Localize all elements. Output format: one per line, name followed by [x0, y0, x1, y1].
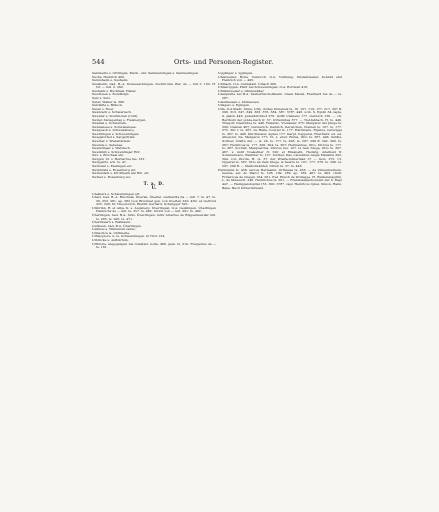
index-entry: Ulbrücke s. Aufbürtsin.: [92, 238, 129, 243]
index-entry: Überlingen, bad. B.A. Stüx, Überlingen: mlür Albertus de Rüppenkewiler mil. ts. 205. ts. 206. ts. 471.: [92, 212, 216, 221]
index-entry: Suschwen s. Bondhuijn.: [92, 92, 130, 97]
index-entry: Ulm, O.A.Stadt, Ulme, Ulm, civitas Ulmensis ts. 16. 107. 119. 177. 217. 307 ff. 306. 313. 347. 349. 363. 376. 384. 387. 378*. 446. scib. S. Egidii 34 capla. S. Jakob 446. Jedenkirchhof 276. mdlit Clemens 177. Gerwich 139. — civ. Berthold der golde-nach tr. 37. Ulrleminus 377. — Tief-fahtach, H. ts. 446. Triegolf, Dienoldue ts. 446. Falzetko, Vrenkeler 375; Margaret der Jünge ts. 300; Clemen 467. Gerwerich, Gemlich, Gerwichen, Clemen ts. 107. ts. 177. 275. 301 f. ts. 367. de Halla, Conrad ts. 177. Harrmann, Figulus, Gerwiges ts. 367. ts. 446. Kürchmaier, Agnes 177. Karpf, Capperel, Eberhard, ed. ed. Albelond, Sn. Margarot 177; Ct. s. ebur. Rufus, Otto ts. 367. 446. Sutilis, Scriber, Craftu der. — ts. 24. ts. 177. ts. 296. ts. 297. 299 ff. 302. 306. ts. 367; Heinricus ts. 177. 306. 304. ts. 367; Hermannus, Otto, Ulricus ts. 177. ts. 367. Scrider, Marquardus, Ulricus tus. 107. ts dem Stege, Otto ts. 367. 467. s. mdit Noekether fr. Stir. et Elisabeth, Hedwig, Adelheid fr. Sommerwacs, Warmter ts. 127. Scriber, Das consulibus Angle Mansitis 302, 304. von Worda, H. ts. 37. der Wielfa-Schlerman 37 — mon. 275. Ct. Opperal ts. 367. Otto an dem Stege, is Seeriu ts. 107. 177. 276. ts. 296. ts. 297. 299 ff. — Stalhofwärder; Ulrich ts. 37. ts. 446.: [218, 106, 342, 169]
index-entry: Swandinger s. Wetzlach.: [92, 146, 131, 151]
index-entry: Swamel s. Schwebeln.: [92, 121, 128, 126]
index-entry: Sweider s. Sturnhofen (rulit).: [92, 113, 139, 118]
index-entry: Uiselhausen s. Ulnhausen.: [218, 99, 260, 104]
index-entry: Swinbrata s. Rosenburg etr.: [92, 167, 136, 172]
index-entry: Swemhilt s. Schwenlinger Höf.: [92, 149, 141, 154]
index-entry: Uberl. bad. B.-A. Bruchsal, Überlei, Überlei. Gerhardts ßa — mit. 7. ts. 47. ts. 30. 253. 281. ap. 382 (von Bruchsal gen. von Overlei) 320. 430; ux Gertrud 225. 320; Sl; Theodorich, Riebilf, Gerhard, Schwigger 325.: [92, 195, 216, 207]
index-entry: Uhlbach. O.A. Cannstatt. Ulbach 306.: [218, 81, 277, 86]
index-entry: Switendart s. Kirchheim am Rm. ett.: [92, 171, 150, 176]
index-entry: Uiestplatte bei B.A. Tauberbischofsheim. Uisen Menis, Eberhard tus de — ts. 287.: [218, 92, 342, 101]
index-entry: Uhlenriggen, Pfarr bei Schwenningen, O.A. Rottweil 418.: [218, 85, 309, 90]
section-heading-t-d: T. a. D.: [143, 181, 165, 187]
index-entry: Ugglinger s. Iggingen.: [218, 71, 254, 75]
index-entry: Swi. s. Bruchsal ein.: [92, 153, 124, 158]
index-entry: Sulstätte s. Bräuck.: [92, 103, 123, 108]
index-entry: Suser s. Nuel.: [92, 106, 115, 111]
index-entry: Swarzach s. Schwarzach.: [92, 110, 132, 115]
index-entry: Swigen, Ul. v. Herbertue tus. 181.: [92, 156, 146, 161]
page-number: 544: [92, 58, 105, 66]
index-entry: Uilsgero s. Egingen.: [218, 103, 250, 108]
index-entry: Suter, Walter ls. 380.: [92, 99, 126, 104]
index-entry: Ulinsotica is. Ubthkerie.: [92, 230, 131, 235]
index-entry: Swagstorfed s. Sargertrain.: [92, 135, 136, 140]
index-entry: Sussheim, bad. B.-A. Donaueschingen, Suchbrunn, Ber. de — mit 5. 102, H. Nr. — mit. 2. 292.: [92, 81, 216, 90]
index-entry: Uhenweiler, Hohe. Neubroh. O.A. Tettnang, Uhslatzweiler, Konrad und Heinrich von — 405.: [218, 74, 342, 83]
index-entry: Ubelhers s. Schwenningen ett.: [92, 191, 141, 196]
index-entry: Sulz s. Sulz.: [92, 96, 111, 101]
index-entry: Uhlzhinweiler s. Ohnmwailer.: [218, 88, 265, 93]
index-entry: Swehringen s. Schwenningen.: [92, 131, 140, 136]
index-entry: Überlinsern s. Bellhaum.: [92, 220, 132, 225]
index-entry: Uelmiss s. Wintenum sarus.: [92, 227, 136, 232]
index-entry: Hermanns ts. 456. servus Hermanni. Orthieles ts. 456. — de Ulinenmerkum-mende, ser. Al. Marci ts. 106. 109. 189. ap. 189. 467. ts. 463. cmllt. Fridericus de Giugen 164. 261. frat. Ebach de Wolfegge. H. Waltersmagrim. L. de Shreesch. 246. Heinrichus ts. 261. — Franziskanerkonvent der S. Rapi 447. — Heiliggeistspital 155. 300. 378*. capl. Heinricus rgnel. Simon, Raim. Bane, Bacii Ultherishwald.: [218, 167, 342, 190]
section-letter-u: U.: [151, 185, 157, 191]
index-entry: Ueblisen, bad. B.A. Überlingen.: [92, 223, 142, 228]
page-header: [92, 58, 346, 68]
left-column: [92, 72, 216, 250]
index-entry: Suchs, Heinrich 400.: [92, 74, 125, 79]
index-entry: Swibuler s. Esslingen etc.: [92, 164, 133, 169]
index-entry: Swlner s. Rosenburg etc.: [92, 174, 132, 179]
index-entry: Swaypach s. Schwabsberg.: [92, 128, 135, 133]
page-title: Orts- und Personen-Register.: [174, 58, 274, 66]
index-entry: Ulzbrinn, R. et Alba, K. s. Augsberg. Überlingen, O.A. Geislingen, Überlingen Heinrichs de — mit. ts. 257. ts. 482. Ulrich von — mit. 291. ts. 482.: [92, 205, 216, 214]
index-entry: Swende s. Sebenee.: [92, 142, 124, 147]
right-column: [218, 72, 342, 190]
index-entry: Sammerle s. Ortlingen, Merk., unt. Sammersingen s. Sammeringen.: [92, 71, 199, 75]
index-entry: Swiggertz, sch. ts. 47.: [92, 160, 127, 165]
index-entry: Ulhisoptore, n. ls. Schwenningen. in Tirol 124.: [92, 234, 166, 239]
index-entry: Swanensee s. Schwanensee.: [92, 124, 137, 129]
index-entry: Ulfürohe, abgegangen bei Canstatt. nolla. 466. pleb. ts. 210. Freigerius de — ts. 181.: [92, 241, 216, 250]
index-entry: Sunnsheim s. Susheim.: [92, 78, 129, 83]
index-entry: Swelber s. Wielandstein.: [92, 138, 131, 143]
index-entry: Susheim s. Buchhalt, Haber.: [92, 88, 137, 93]
index-entry: Swiler, Swiegentag s. Fleisbergen.: [92, 117, 147, 122]
